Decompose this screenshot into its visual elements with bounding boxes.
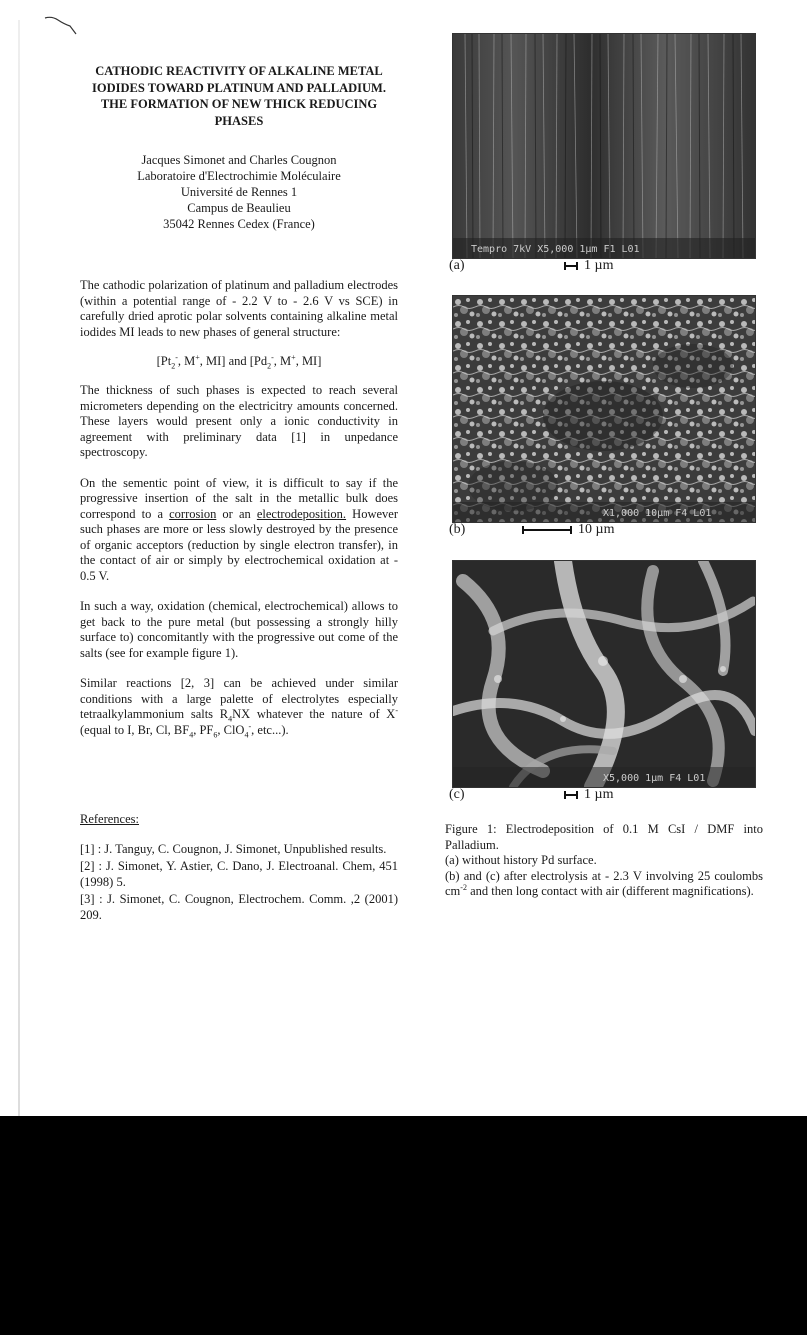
author-city: 35042 Rennes Cedex (France) xyxy=(163,217,315,231)
sem-texture-a xyxy=(453,34,755,258)
scale-label: 1 µm xyxy=(584,787,614,802)
author-lab: Laboratoire d'Electrochimie Moléculaire xyxy=(137,169,341,183)
svg-text:X5,000 1µm F4 L01: X5,000 1µm F4 L01 xyxy=(603,773,706,784)
formula: [$Pt_2^-$, M+, MI] and [$Pd_2^-$, M+, MI] xyxy=(156,352,322,371)
author-campus: Campus de Beaulieu xyxy=(187,201,291,215)
references-heading: References: xyxy=(80,812,139,826)
figure-c-scale xyxy=(564,787,613,803)
figure-a-scale xyxy=(564,258,613,274)
author-names: Jacques Simonet and Charles Cougnon xyxy=(141,153,337,167)
paper-title: CATHODIC REACTIVITY OF ALKALINE METAL IODIDES TOWARD PLATINUM AND PALLADIUM. THE FORMATION OF NEW THICK REDUCING PHASES xyxy=(92,64,386,128)
sem-image-a xyxy=(452,33,756,259)
sem-texture-b xyxy=(453,296,755,522)
svg-text:X1,000 10µm F4 L01: X1,000 10µm F4 L01 xyxy=(603,508,712,519)
sem-image-c xyxy=(452,560,756,788)
caption-line-1: Figure 1: Electrodeposition of 0.1 M CsI / DMF into Palladium. xyxy=(445,822,763,852)
author-block xyxy=(80,152,398,232)
caption-line-2: (a) without history Pd surface. xyxy=(445,853,597,867)
scan-border xyxy=(0,1116,807,1335)
figure-b-scale xyxy=(522,522,614,538)
paragraph-1: The cathodic polarization of platinum and palladium electrodes (within a potential range of - 2.2 V to - 2.6 V vs SCE) in carefully dried aprotic polar solvents containing alkaline metal iodides MI leads to new phases of general structure: xyxy=(80,278,398,339)
sem-texture-c xyxy=(453,561,755,787)
corner-scribble-icon xyxy=(44,14,78,36)
reference-item: [3] : J. Simonet, C. Cougnon, Electrochem. Comm. ,2 (2001) 209. xyxy=(80,892,398,922)
reference-item: [2] : J. Simonet, Y. Astier, C. Dano, J. Electroanal. Chem, 451 (1998) 5. xyxy=(80,859,398,889)
author-university: Université de Rennes 1 xyxy=(180,185,298,199)
scale-bar xyxy=(564,794,578,796)
paragraph-4: In such a way, oxidation (chemical, electrochemical) allows to get back to the pure metal (but possessing a strongly hilly surface to) concomitantly with the progressive out come of the salts (see for example figure 1). xyxy=(80,599,398,660)
scan-edge xyxy=(18,20,20,1116)
scale-label: 10 µm xyxy=(578,522,615,537)
scale-label: 1 µm xyxy=(584,258,614,273)
scale-bar xyxy=(564,265,578,267)
sem-image-b xyxy=(452,295,756,523)
body-text xyxy=(80,278,398,738)
svg-text:Tempro 7kV X5,000 1µm F1 L01: Tempro 7kV X5,000 1µm F1 L01 xyxy=(471,244,640,255)
paragraph-5: Similar reactions [2, 3] can be achieved under similar conditions with a large palette of electrolytes especially tetraalkylammonium salts $R_4NX$ whatever the nature of X- (equal to I, Br, Cl, $BF_4$, $PF_6$, ClO$_4$-, etc...). xyxy=(80,676,398,739)
paragraph-2: The thickness of such phases is expected to reach several micrometers depending on the electricitry amounts concerned. These layers would present only a ionic conductivity in agreement with preliminary data [1] in unpedance spectroscopy. xyxy=(80,383,398,459)
figure-a-label: (a) xyxy=(449,258,465,273)
scale-bar xyxy=(522,529,572,531)
figure-c-label: (c) xyxy=(449,787,465,802)
references xyxy=(80,812,398,925)
figure-caption xyxy=(445,822,763,900)
reference-item: [1] : J. Tanguy, C. Cougnon, J. Simonet, Unpublished results. xyxy=(80,841,387,856)
caption-line-3: (b) and (c) after electrolysis at - 2.3 V involving 25 coulombs $cm^{-2}$ and then long contact with air (different magnifications). xyxy=(445,868,763,898)
paragraph-3: On the sementic point of view, it is difficult to say if the progressive insertion of the salt in the metallic bulk does correspond to a corrosion or an electrodeposition. However such phases are more or less slowly destroyed by the presence of organic acceptors (reduction by single electron transfer), in the contact of air or simply by electrochemical oxidation at - 0.5 V. xyxy=(80,475,398,583)
figure-b-label: (b) xyxy=(449,522,466,537)
